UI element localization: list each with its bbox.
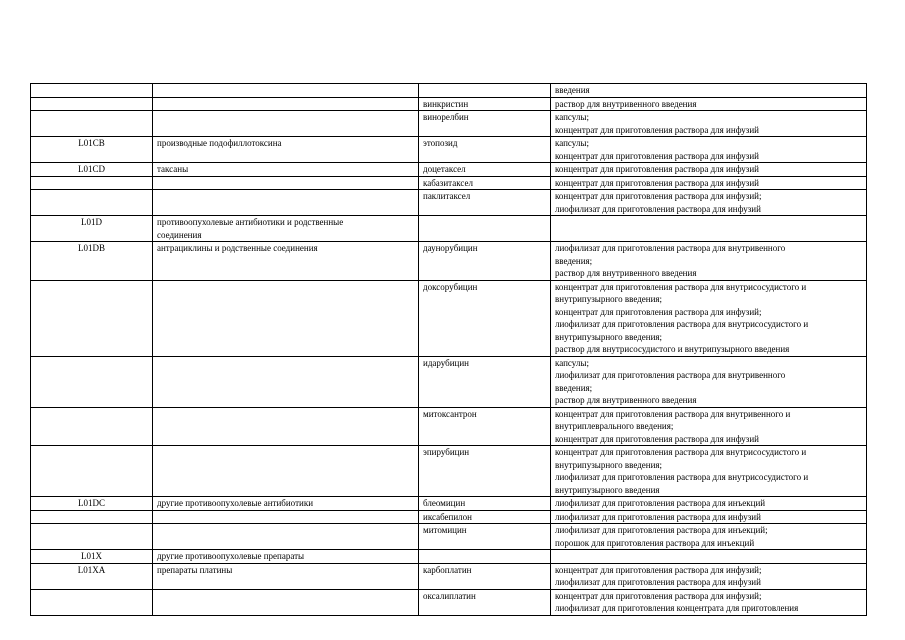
dosage-form-line: концентрат для приготовления раствора для инфузий; bbox=[555, 564, 762, 575]
dosage-form-line: лиофилизат для приготовления раствора для внутривенного bbox=[555, 370, 786, 380]
group-name-cell bbox=[153, 84, 419, 98]
dosage-form-line: лиофилизат для приготовления концентрата для приготовления bbox=[555, 603, 799, 613]
dosage-form-cell bbox=[551, 190, 867, 216]
dosage-form-cell bbox=[551, 407, 867, 446]
dosage-form-line: лиофилизат для приготовления раствора для инъекций bbox=[555, 498, 766, 508]
atc-code-cell bbox=[31, 446, 153, 497]
atc-code-cell bbox=[31, 280, 153, 356]
dosage-form-line: лиофилизат для приготовления раствора для инфузий bbox=[555, 511, 761, 522]
dosage-form-line: концентрат для приготовления раствора для инфузий bbox=[555, 177, 759, 188]
dosage-form-line: концентрат для приготовления раствора для инфузий bbox=[555, 164, 759, 174]
group-name-cell bbox=[153, 407, 419, 446]
drug-name-cell: винорелбин bbox=[419, 111, 551, 137]
drug-name-cell: идарубицин bbox=[419, 356, 551, 407]
group-name-cell bbox=[153, 216, 419, 242]
table-row bbox=[31, 242, 867, 281]
group-name-line: антрациклины и родственные соединения bbox=[157, 243, 318, 253]
group-name-line: соединения bbox=[157, 229, 202, 240]
dosage-form-line: концентрат для приготовления раствора для внутрисосудистого и bbox=[555, 447, 807, 457]
table-body bbox=[31, 84, 867, 616]
drug-name-cell: иксабепилон bbox=[419, 510, 551, 524]
dosage-form-line: внутрипузырного введения; bbox=[555, 294, 663, 304]
drug-name-cell bbox=[419, 216, 551, 242]
table-row bbox=[31, 563, 867, 589]
atc-code-cell: L01DB bbox=[31, 242, 153, 281]
dosage-form-line: капсулы; bbox=[555, 357, 589, 368]
table-row bbox=[31, 163, 867, 177]
dosage-form-line: внутрипузырного введения; bbox=[555, 459, 663, 470]
drug-table bbox=[30, 83, 867, 616]
dosage-form-cell bbox=[551, 111, 867, 137]
atc-code-cell: L01XA bbox=[31, 563, 153, 589]
dosage-form-cell bbox=[551, 356, 867, 407]
dosage-form-line: лиофилизат для приготовления раствора для инфузий bbox=[555, 577, 761, 587]
dosage-form-cell bbox=[551, 176, 867, 190]
drug-name-cell: эпирубицин bbox=[419, 446, 551, 497]
dosage-form-line: внутриплеврального введения; bbox=[555, 421, 674, 431]
drug-name-cell: этопозид bbox=[419, 137, 551, 163]
group-name-cell bbox=[153, 446, 419, 497]
group-name-cell bbox=[153, 589, 419, 615]
atc-code-cell: L01D bbox=[31, 216, 153, 242]
table-row bbox=[31, 589, 867, 615]
group-name-line: другие противоопухолевые антибиотики bbox=[157, 498, 314, 508]
group-name-cell bbox=[153, 280, 419, 356]
dosage-form-line: порошок для приготовления раствора для инъекций bbox=[555, 537, 755, 548]
dosage-form-cell bbox=[551, 242, 867, 281]
drug-name-cell: карбоплатин bbox=[419, 563, 551, 589]
dosage-form-cell bbox=[551, 137, 867, 163]
group-name-line: другие противоопухолевые препараты bbox=[157, 551, 305, 561]
dosage-form-line: концентрат для приготовления раствора для внутрисосудистого и bbox=[555, 281, 807, 292]
dosage-form-line: лиофилизат для приготовления раствора для инфузий bbox=[555, 203, 761, 214]
dosage-form-line: раствор для внутрисосудистого и внутрипузырного введения bbox=[555, 344, 790, 354]
group-name-cell bbox=[153, 176, 419, 190]
dosage-form-cell bbox=[551, 524, 867, 550]
group-name-cell bbox=[153, 563, 419, 589]
group-name-cell bbox=[153, 550, 419, 564]
dosage-form-line: концентрат для приготовления раствора для инфузий bbox=[555, 124, 759, 135]
dosage-form-line: раствор для внутривенного введения bbox=[555, 268, 697, 278]
dosage-form-line: концентрат для приготовления раствора для инфузий; bbox=[555, 590, 762, 601]
atc-code-cell bbox=[31, 190, 153, 216]
drug-name-cell: митомицин bbox=[419, 524, 551, 550]
dosage-form-line: лиофилизат для приготовления раствора для внутрисосудистого и bbox=[555, 319, 809, 329]
table-row bbox=[31, 356, 867, 407]
drug-name-cell: паклитаксел bbox=[419, 190, 551, 216]
dosage-form-line: внутрипузырного введения; bbox=[555, 331, 663, 342]
dosage-form-line: раствор для внутривенного введения bbox=[555, 98, 697, 109]
drug-name-cell bbox=[419, 550, 551, 564]
dosage-form-line: концентрат для приготовления раствора для инфузий; bbox=[555, 306, 762, 317]
dosage-form-cell bbox=[551, 446, 867, 497]
atc-code-cell bbox=[31, 111, 153, 137]
drug-name-cell: оксалиплатин bbox=[419, 589, 551, 615]
drug-name-cell: винкристин bbox=[419, 97, 551, 111]
group-name-line: таксаны bbox=[157, 164, 189, 174]
atc-code-cell: L01X bbox=[31, 550, 153, 564]
dosage-form-cell bbox=[551, 563, 867, 589]
table-row bbox=[31, 280, 867, 356]
dosage-form-line: капсулы; bbox=[555, 112, 589, 122]
table-row bbox=[31, 111, 867, 137]
group-name-line: препараты платины bbox=[157, 564, 233, 575]
group-name-cell bbox=[153, 524, 419, 550]
atc-code-cell bbox=[31, 356, 153, 407]
group-name-line: противоопухолевые антибиотики и родственные bbox=[157, 217, 344, 227]
dosage-form-line: концентрат для приготовления раствора для инфузий bbox=[555, 433, 759, 444]
atc-code-cell: L01CD bbox=[31, 163, 153, 177]
dosage-form-line: введения; bbox=[555, 255, 593, 266]
table-row bbox=[31, 190, 867, 216]
group-name-cell bbox=[153, 97, 419, 111]
atc-code-cell: L01DC bbox=[31, 497, 153, 511]
drug-name-cell: доксорубицин bbox=[419, 280, 551, 356]
table-row bbox=[31, 216, 867, 242]
dosage-form-cell bbox=[551, 216, 867, 242]
dosage-form-line: лиофилизат для приготовления раствора для инъекций; bbox=[555, 525, 768, 535]
dosage-form-cell bbox=[551, 550, 867, 564]
dosage-form-line: введения; bbox=[555, 382, 593, 393]
drug-name-cell: митоксантрон bbox=[419, 407, 551, 446]
group-name-cell bbox=[153, 137, 419, 163]
dosage-form-line: концентрат для приготовления раствора для внутривенного и bbox=[555, 408, 791, 419]
drug-name-cell: блеомицин bbox=[419, 497, 551, 511]
atc-code-cell bbox=[31, 510, 153, 524]
table-row bbox=[31, 510, 867, 524]
dosage-form-line: лиофилизат для приготовления раствора для внутрисосудистого и bbox=[555, 472, 809, 482]
dosage-form-cell bbox=[551, 163, 867, 177]
drug-name-cell bbox=[419, 84, 551, 98]
dosage-form-line: внутрипузырного введения bbox=[555, 484, 660, 495]
table-row bbox=[31, 446, 867, 497]
atc-code-cell bbox=[31, 524, 153, 550]
group-name-cell bbox=[153, 163, 419, 177]
table-row bbox=[31, 407, 867, 446]
table-row bbox=[31, 524, 867, 550]
dosage-form-cell bbox=[551, 510, 867, 524]
dosage-form-line: концентрат для приготовления раствора для инфузий; bbox=[555, 191, 762, 201]
dosage-form-line: концентрат для приготовления раствора для инфузий bbox=[555, 150, 759, 161]
dosage-form-line: введения bbox=[555, 85, 590, 95]
table-row bbox=[31, 550, 867, 564]
group-name-cell bbox=[153, 356, 419, 407]
dosage-form-cell bbox=[551, 280, 867, 356]
dosage-form-cell bbox=[551, 84, 867, 98]
dosage-form-cell bbox=[551, 97, 867, 111]
group-name-cell bbox=[153, 510, 419, 524]
atc-code-cell bbox=[31, 97, 153, 111]
dosage-form-line: лиофилизат для приготовления раствора для внутривенного bbox=[555, 243, 786, 253]
table-row bbox=[31, 84, 867, 98]
drug-name-cell: доцетаксел bbox=[419, 163, 551, 177]
atc-code-cell bbox=[31, 407, 153, 446]
drug-name-cell: даунорубицин bbox=[419, 242, 551, 281]
table-row bbox=[31, 97, 867, 111]
group-name-cell bbox=[153, 242, 419, 281]
atc-code-cell: L01CB bbox=[31, 137, 153, 163]
atc-code-cell bbox=[31, 589, 153, 615]
dosage-form-cell bbox=[551, 497, 867, 511]
dosage-form-line: раствор для внутривенного введения bbox=[555, 395, 697, 405]
drug-name-cell: кабазитаксел bbox=[419, 176, 551, 190]
atc-code-cell bbox=[31, 176, 153, 190]
group-name-line: производные подофиллотоксина bbox=[157, 138, 282, 148]
table-row bbox=[31, 176, 867, 190]
group-name-cell bbox=[153, 111, 419, 137]
group-name-cell bbox=[153, 190, 419, 216]
group-name-cell bbox=[153, 497, 419, 511]
table-row bbox=[31, 137, 867, 163]
atc-code-cell bbox=[31, 84, 153, 98]
dosage-form-cell bbox=[551, 589, 867, 615]
table-row bbox=[31, 497, 867, 511]
dosage-form-line: капсулы; bbox=[555, 138, 589, 148]
